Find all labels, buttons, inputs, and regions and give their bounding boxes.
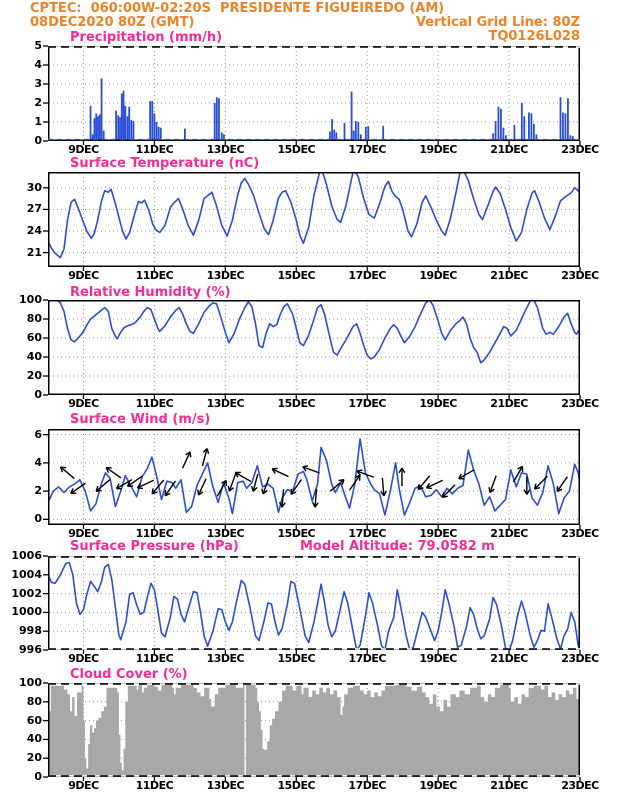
y-tick-label: 998 <box>19 624 42 638</box>
x-tick-label: 9DEC <box>68 397 99 410</box>
x-tick-label: 13DEC <box>206 527 245 540</box>
header-run-datetime: 08DEC2020 80Z (GMT) <box>30 15 195 30</box>
x-tick-label: 15DEC <box>277 779 316 792</box>
y-tick-label: 20 <box>26 369 42 382</box>
x-tick-label: 11DEC <box>135 527 174 540</box>
x-tick-label: 21DEC <box>490 269 528 282</box>
x-tick-label: 19DEC <box>419 779 457 792</box>
x-tick-label: 9DEC <box>68 269 99 282</box>
y-tick-label: 60 <box>26 331 42 344</box>
x-tick-label: 13DEC <box>206 779 245 792</box>
x-tick-label: 23DEC <box>561 527 599 540</box>
x-tick-label: 17DEC <box>348 779 386 792</box>
y-tick-label: 100 <box>19 676 42 689</box>
x-tick-label: 9DEC <box>68 143 99 156</box>
y-tick-label: 21 <box>26 245 42 259</box>
y-tick-label: 30 <box>26 180 42 194</box>
y-tick-label: 100 <box>19 293 42 306</box>
y-tick-label: 0 <box>34 770 42 783</box>
x-tick-label: 17DEC <box>348 397 386 410</box>
y-tick-label: 27 <box>26 202 42 216</box>
x-tick-label: 19DEC <box>419 143 457 156</box>
y-tick-label: 2 <box>34 96 42 109</box>
x-tick-label: 17DEC <box>348 652 386 665</box>
x-tick-label: 15DEC <box>277 397 316 410</box>
y-tick-label: 20 <box>26 751 42 765</box>
model-altitude-note: Model Altitude: 79.0582 m <box>300 539 495 554</box>
y-tick-label: 4 <box>34 58 42 71</box>
x-tick-label: 19DEC <box>419 269 457 282</box>
x-tick-label: 11DEC <box>135 779 174 792</box>
panel-chart-4 <box>48 556 580 650</box>
y-tick-label: 996 <box>19 643 42 656</box>
y-tick-label: 0 <box>34 388 42 401</box>
x-tick-label: 23DEC <box>561 652 599 665</box>
y-tick-label: 3 <box>34 77 42 90</box>
x-tick-label: 15DEC <box>277 652 316 665</box>
x-tick-label: 21DEC <box>490 143 528 156</box>
x-tick-label: 15DEC <box>277 269 316 282</box>
panel-chart-2 <box>48 300 580 395</box>
x-tick-label: 17DEC <box>348 527 386 540</box>
y-tick-label: 1000 <box>11 605 42 619</box>
panel-chart-1 <box>48 172 580 267</box>
x-tick-label: 19DEC <box>419 397 457 410</box>
y-tick-label: 40 <box>26 350 42 363</box>
x-tick-label: 11DEC <box>135 397 174 410</box>
y-tick-label: 80 <box>26 312 42 325</box>
panel-title-wind: Surface Wind (m/s) <box>70 412 211 427</box>
x-tick-label: 11DEC <box>135 269 174 282</box>
y-tick-label: 1 <box>34 115 42 128</box>
y-tick-label: 6 <box>34 427 42 441</box>
header-station-line: CPTEC: 060:00W-02:20S PRESIDENTE FIGUEIREDO (AM) <box>30 1 445 16</box>
x-tick-label: 17DEC <box>348 143 386 156</box>
panel-chart-3 <box>48 429 580 525</box>
header-vertical-grid-note: Vertical Grid Line: 80Z <box>415 15 580 30</box>
panel-title-precipitation: Precipitation (mm/h) <box>70 30 223 45</box>
y-tick-label: 0 <box>34 512 42 526</box>
panel-chart-0 <box>48 46 580 141</box>
x-tick-label: 19DEC <box>419 652 457 665</box>
y-tick-label: 4 <box>34 455 42 469</box>
x-tick-label: 19DEC <box>419 527 457 540</box>
x-tick-label: 9DEC <box>68 779 99 792</box>
panel-title-cloud-cover: Cloud Cover (%) <box>70 667 188 682</box>
x-tick-label: 13DEC <box>206 143 245 156</box>
x-tick-label: 15DEC <box>277 527 316 540</box>
y-tick-label: 1004 <box>11 567 42 581</box>
y-tick-label: 60 <box>26 713 42 727</box>
panel-chart-5 <box>48 683 580 777</box>
x-tick-label: 11DEC <box>135 143 174 156</box>
x-tick-label: 13DEC <box>206 652 245 665</box>
x-tick-label: 23DEC <box>561 269 599 282</box>
x-tick-label: 17DEC <box>348 269 386 282</box>
x-tick-label: 13DEC <box>206 269 245 282</box>
x-tick-label: 15DEC <box>277 143 316 156</box>
x-tick-label: 21DEC <box>490 527 528 540</box>
x-tick-label: 23DEC <box>561 779 599 792</box>
y-tick-label: 1006 <box>11 549 42 562</box>
x-tick-label: 11DEC <box>135 652 174 665</box>
y-tick-label: 80 <box>26 694 42 708</box>
y-tick-label: 5 <box>34 39 42 52</box>
panel-title-humidity: Relative Humidity (%) <box>70 285 231 300</box>
y-tick-label: 40 <box>26 732 42 746</box>
x-tick-label: 21DEC <box>490 652 528 665</box>
x-tick-label: 13DEC <box>206 397 245 410</box>
y-tick-label: 2 <box>34 484 42 498</box>
x-tick-label: 9DEC <box>68 652 99 665</box>
x-tick-label: 9DEC <box>68 527 99 540</box>
y-tick-label: 0 <box>34 134 42 147</box>
x-tick-label: 21DEC <box>490 779 528 792</box>
x-tick-label: 23DEC <box>561 397 599 410</box>
x-tick-label: 23DEC <box>561 143 599 156</box>
y-tick-label: 24 <box>26 224 42 237</box>
panel-title-pressure: Surface Pressure (hPa) <box>70 539 239 554</box>
x-tick-label: 21DEC <box>490 397 528 410</box>
panel-title-temperature: Surface Temperature (nC) <box>70 156 260 171</box>
y-tick-label: 1002 <box>11 586 42 600</box>
header-run-id: TQ0126L028 <box>488 29 580 44</box>
